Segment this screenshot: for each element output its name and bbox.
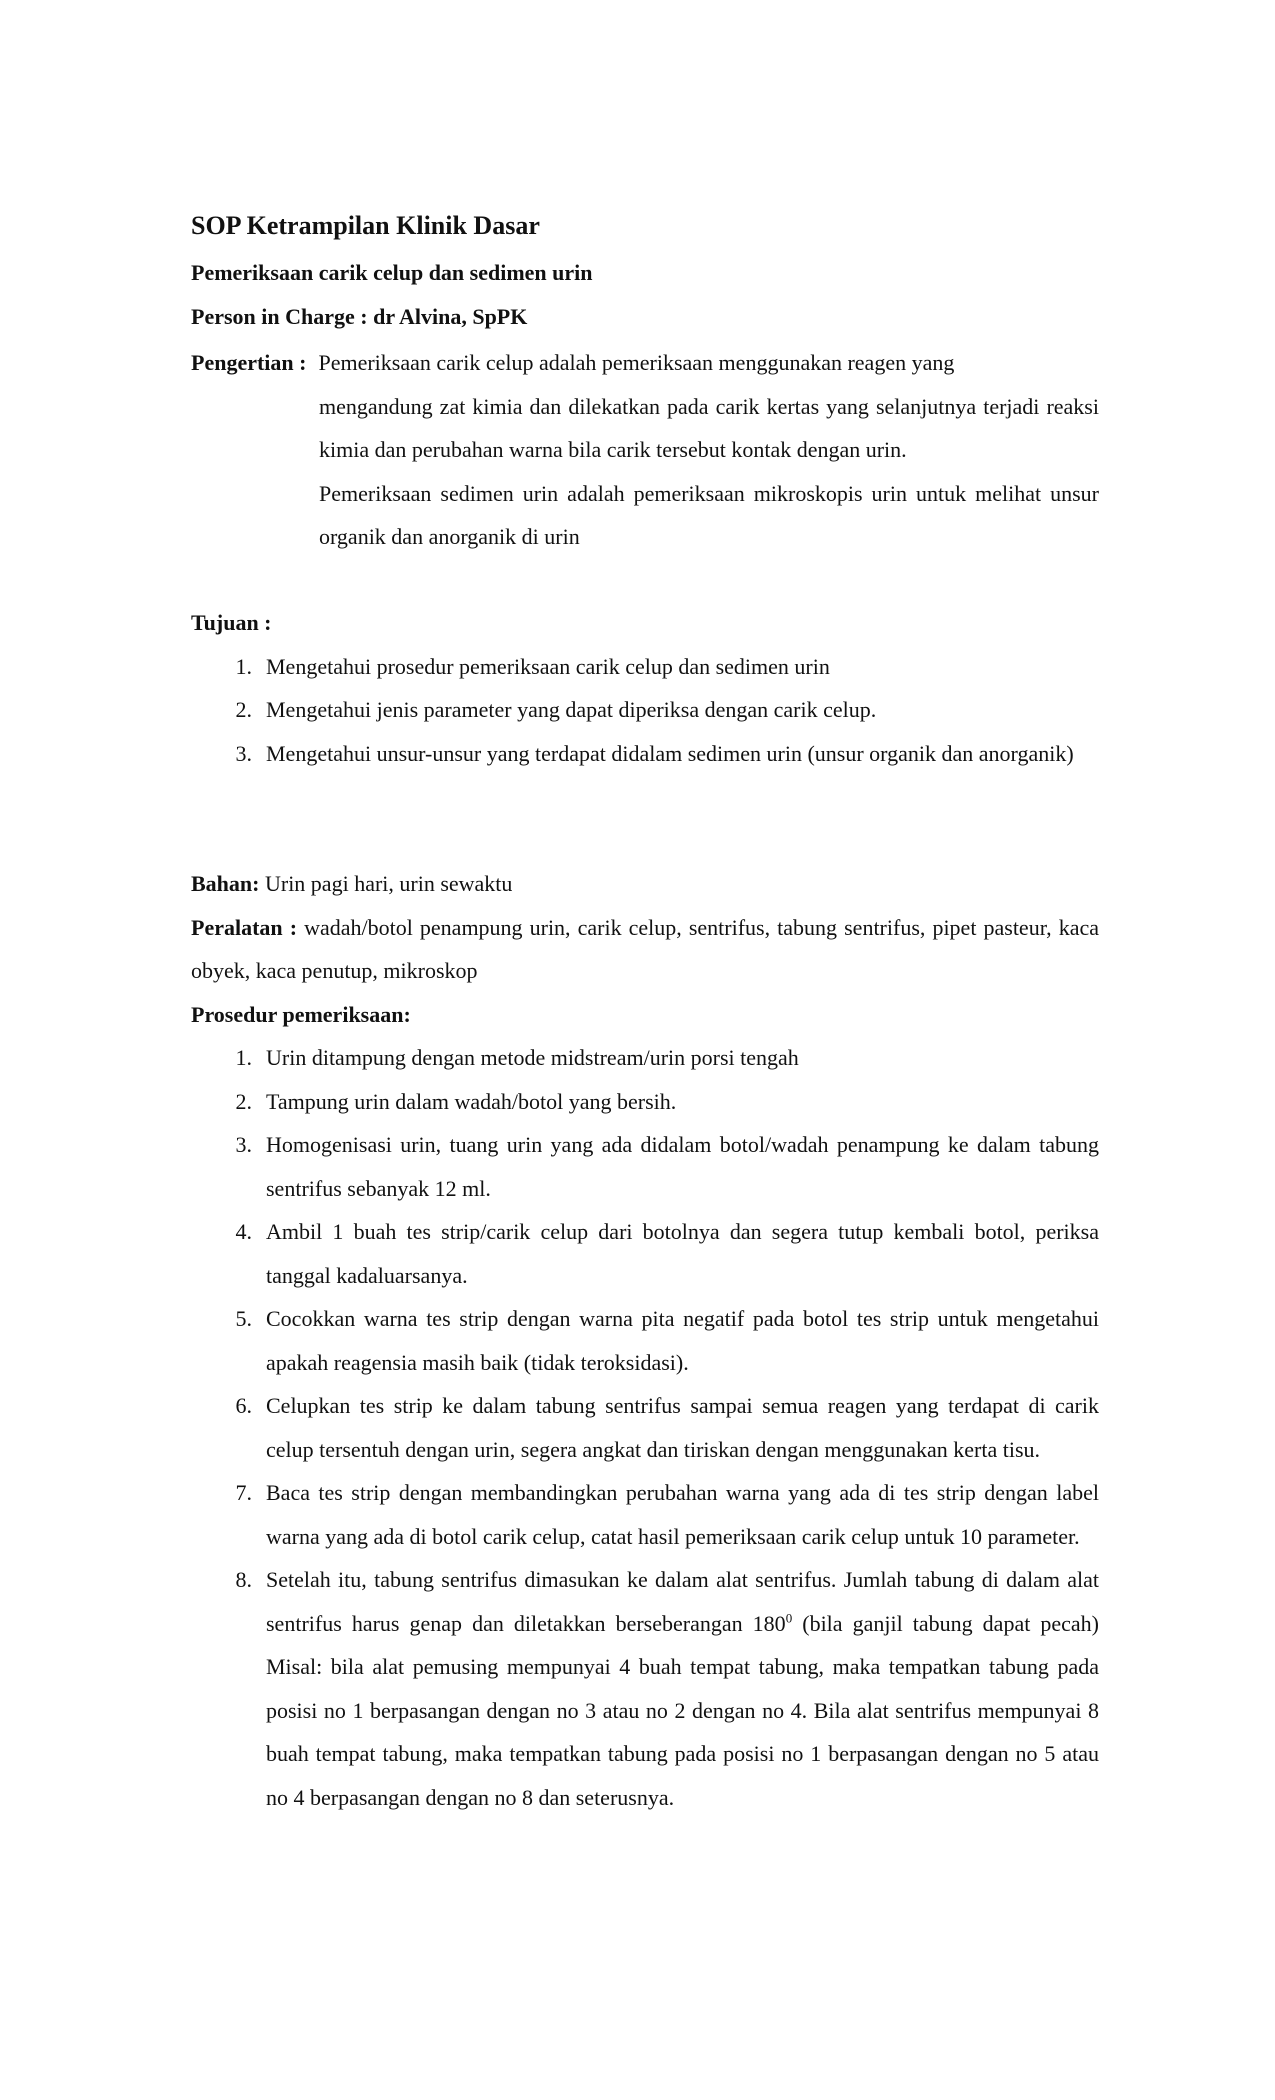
document-title: SOP Ketrampilan Klinik Dasar — [191, 211, 540, 240]
degree-superscript: 0 — [785, 1610, 793, 1626]
pengertian-section — [191, 341, 1099, 559]
pengertian-paragraph1-rest: mengandung zat kimia dan dilekatkan pada carik kertas yang selanjutnya terjadi reaksi kimia dan perubahan warna bila carik tersebut kontak dengan urin. — [319, 393, 1099, 462]
list-item-text — [266, 1558, 1099, 1819]
list-item-text: Urin ditampung dengan metode midstream/urin porsi tengah — [266, 1045, 799, 1070]
list-item — [191, 645, 1099, 689]
item8-text-after: (bila ganjil tabung dapat pecah) Misal: bila alat pemusing mempunyai 4 buah tempat tabung, maka tempatkan tabung pada posisi no 1 berpasangan dengan no 3 atau no 2 dengan no 4. Bila alat sentrifus mempunyai 8 buah tempat tabung, maka tempatkan tabung pada posisi no 1 berpasangan dengan no 5 atau no 4 berpasangan dengan no 8 dan seterusnya. — [266, 1610, 1099, 1810]
list-item-text: Tampung urin dalam wadah/botol yang bersih. — [266, 1088, 677, 1114]
list-item-text: Homogenisasi urin, tuang urin yang ada didalam botol/wadah penampung ke dalam tabung sentrifus sebanyak 12 ml. — [266, 1132, 1099, 1201]
person-in-charge: Person in Charge : dr Alvina, SpPK — [191, 304, 528, 329]
list-item — [191, 1471, 1099, 1558]
peralatan-text: wadah/botol penampung urin, carik celup, sentrifus, tabung sentrifus, pipet pasteur, kaca obyek, kaca penutup, mikroskop — [191, 914, 1099, 983]
list-item-number: 5. — [235, 1306, 252, 1331]
list-item-number: 1. — [235, 1045, 252, 1070]
tujuan-label: Tujuan : — [191, 610, 272, 635]
pengertian-paragraph1-first: Pemeriksaan carik celup adalah pemeriksaan menggunakan reagen yang — [318, 350, 955, 375]
list-item-number: 2. — [235, 697, 252, 722]
bahan-label: Bahan: — [191, 871, 260, 896]
list-item-number: 8. — [235, 1567, 252, 1592]
list-item — [191, 1558, 1099, 1819]
bahan-text: Urin pagi hari, urin sewaktu — [259, 871, 513, 896]
list-item-number: 1. — [235, 653, 252, 679]
list-item-text: Cocokkan warna tes strip dengan warna pita negatif pada botol tes strip untuk mengetahui apakah reagensia masih baik (tidak teroksidasi). — [266, 1306, 1099, 1375]
list-item — [191, 1210, 1099, 1297]
list-item-text: Mengetahui unsur-unsur yang terdapat didalam sedimen urin (unsur organik dan anorganik) — [266, 740, 1074, 766]
list-item-text: Mengetahui jenis parameter yang dapat diperiksa dengan carik celup. — [266, 697, 877, 722]
list-item-number: 6. — [235, 1393, 252, 1418]
bahan-section — [191, 862, 1099, 1819]
list-item — [191, 1036, 1099, 1080]
list-item-number: 3. — [235, 740, 252, 766]
list-item-text: Ambil 1 buah tes strip/carik celup dari botolnya dan segera tutup kembali botol, periksa tanggal kadaluarsanya. — [266, 1219, 1099, 1288]
list-item-text: Celupkan tes strip ke dalam tabung sentrifus sampai semua reagen yang terdapat di carik celup tersentuh dengan urin, segera angkat dan tiriskan dengan menggunakan kerta tisu. — [266, 1393, 1099, 1462]
item8-text-before: Setelah itu, tabung sentrifus dimasukan ke dalam alat sentrifus. Jumlah tabung di dalam alat sentrifus harus genap dan diletakkan berseberangan 180 — [266, 1567, 1099, 1636]
list-item — [191, 1297, 1099, 1384]
list-item — [191, 688, 1099, 732]
pengertian-label: Pengertian : — [191, 350, 307, 375]
list-item — [191, 1123, 1099, 1210]
list-item-number: 7. — [235, 1480, 252, 1505]
tujuan-section — [191, 601, 1099, 775]
pengertian-paragraph2: Pemeriksaan sedimen urin adalah pemeriksaan mikroskopis urin untuk melihat unsur organik dan anorganik di urin — [319, 480, 1099, 549]
list-item — [191, 732, 1099, 776]
bahan-line — [191, 862, 1099, 906]
list-item-number: 3. — [235, 1132, 252, 1157]
peralatan-label: Peralatan : — [191, 914, 298, 940]
document-subtitle: Pemeriksaan carik celup dan sedimen urin — [191, 260, 593, 285]
prosedur-list — [191, 1036, 1099, 1819]
list-item-text: Mengetahui prosedur pemeriksaan carik celup dan sedimen urin — [266, 653, 830, 679]
list-item — [191, 1384, 1099, 1471]
list-item-number: 2. — [235, 1088, 252, 1114]
prosedur-label: Prosedur pemeriksaan: — [191, 1001, 411, 1027]
peralatan-line — [191, 906, 1099, 993]
list-item — [191, 1080, 1099, 1124]
list-item-text: Baca tes strip dengan membandingkan perubahan warna yang ada di tes strip dengan label warna yang ada di botol carik celup, catat hasil pemeriksaan carik celup untuk 10 parameter. — [266, 1480, 1099, 1549]
tujuan-list — [191, 645, 1099, 776]
list-item-number: 4. — [235, 1219, 252, 1244]
pengertian-row — [191, 341, 1099, 385]
